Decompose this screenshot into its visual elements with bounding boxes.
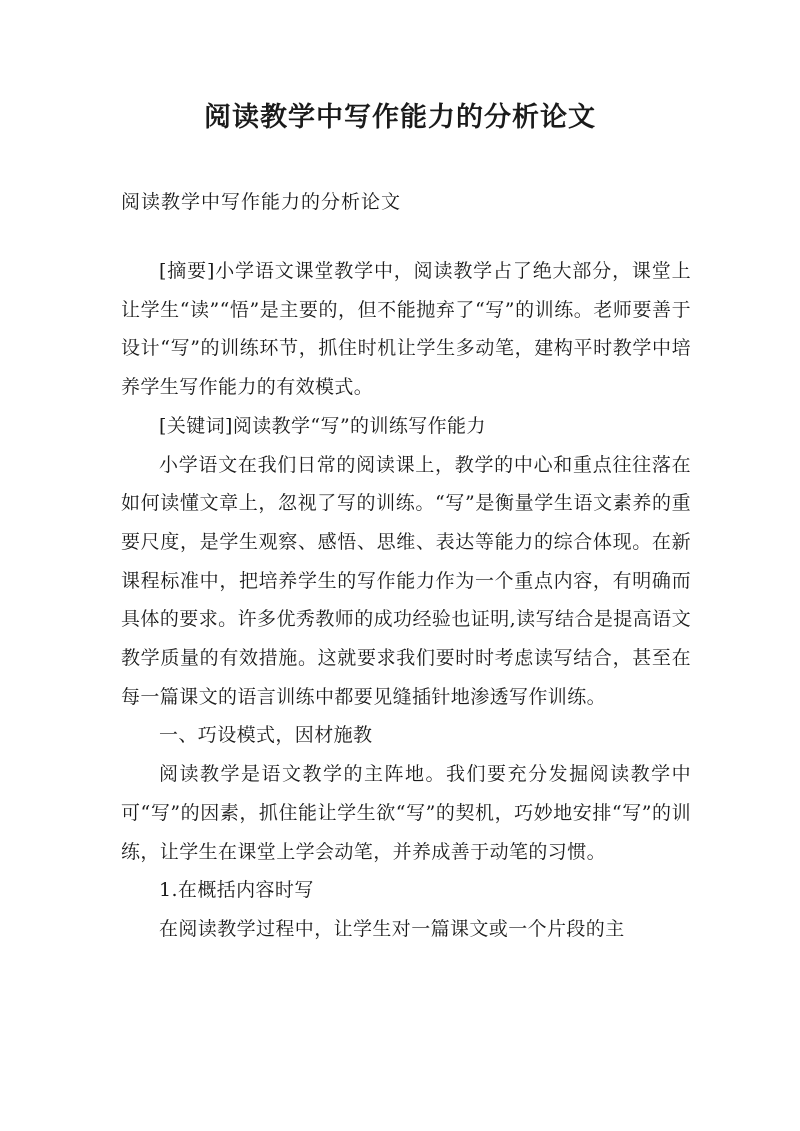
body-paragraph: 在阅读教学过程中，让学生对一篇课文或一个片段的主	[159, 917, 625, 940]
document-title: 阅读教学中写作能力的分析论文	[204, 102, 596, 133]
subsection-heading: 1.在概括内容时写	[159, 879, 314, 902]
keywords-paragraph: [关键词]阅读教学“写”的训练写作能力	[159, 414, 486, 437]
document-subtitle: 阅读教学中写作能力的分析论文	[121, 191, 402, 213]
document-body	[121, 252, 691, 949]
abstract-paragraph: [摘要]小学语文课堂教学中，阅读教学占了绝大部分，课堂上让学生“读”“悟”是主要的，但不能抛弃了“写”的训练。老师要善于设计“写”的训练环节，抓住时机让学生多动笔，建构平时教学中培养学生写作能力的有效模式。	[121, 260, 691, 399]
body-paragraph: 小学语文在我们日常的阅读课上，教学的中心和重点往往落在如何读懂文章上，忽视了写的训练。“写”是衡量学生语文素养的重要尺度，是学生观察、感悟、思维、表达等能力的综合体现。在新课程标准中，把培养学生的写作能力作为一个重点内容，有明确而具体的要求。许多优秀教师的成功经验也证明,读写结合是提高语文教学质量的有效措施。这就要求我们要时时考虑读写结合，甚至在每一篇课文的语言训练中都要见缝插针地渗透写作训练。	[121, 453, 691, 708]
section-heading: 一、巧设模式，因材施教	[159, 724, 373, 747]
body-paragraph: 阅读教学是语文教学的主阵地。我们要充分发掘阅读教学中可“写”的因素，抓住能让学生欲“写”的契机，巧妙地安排“写”的训练，让学生在课堂上学会动笔，并养成善于动笔的习惯。	[121, 763, 691, 863]
